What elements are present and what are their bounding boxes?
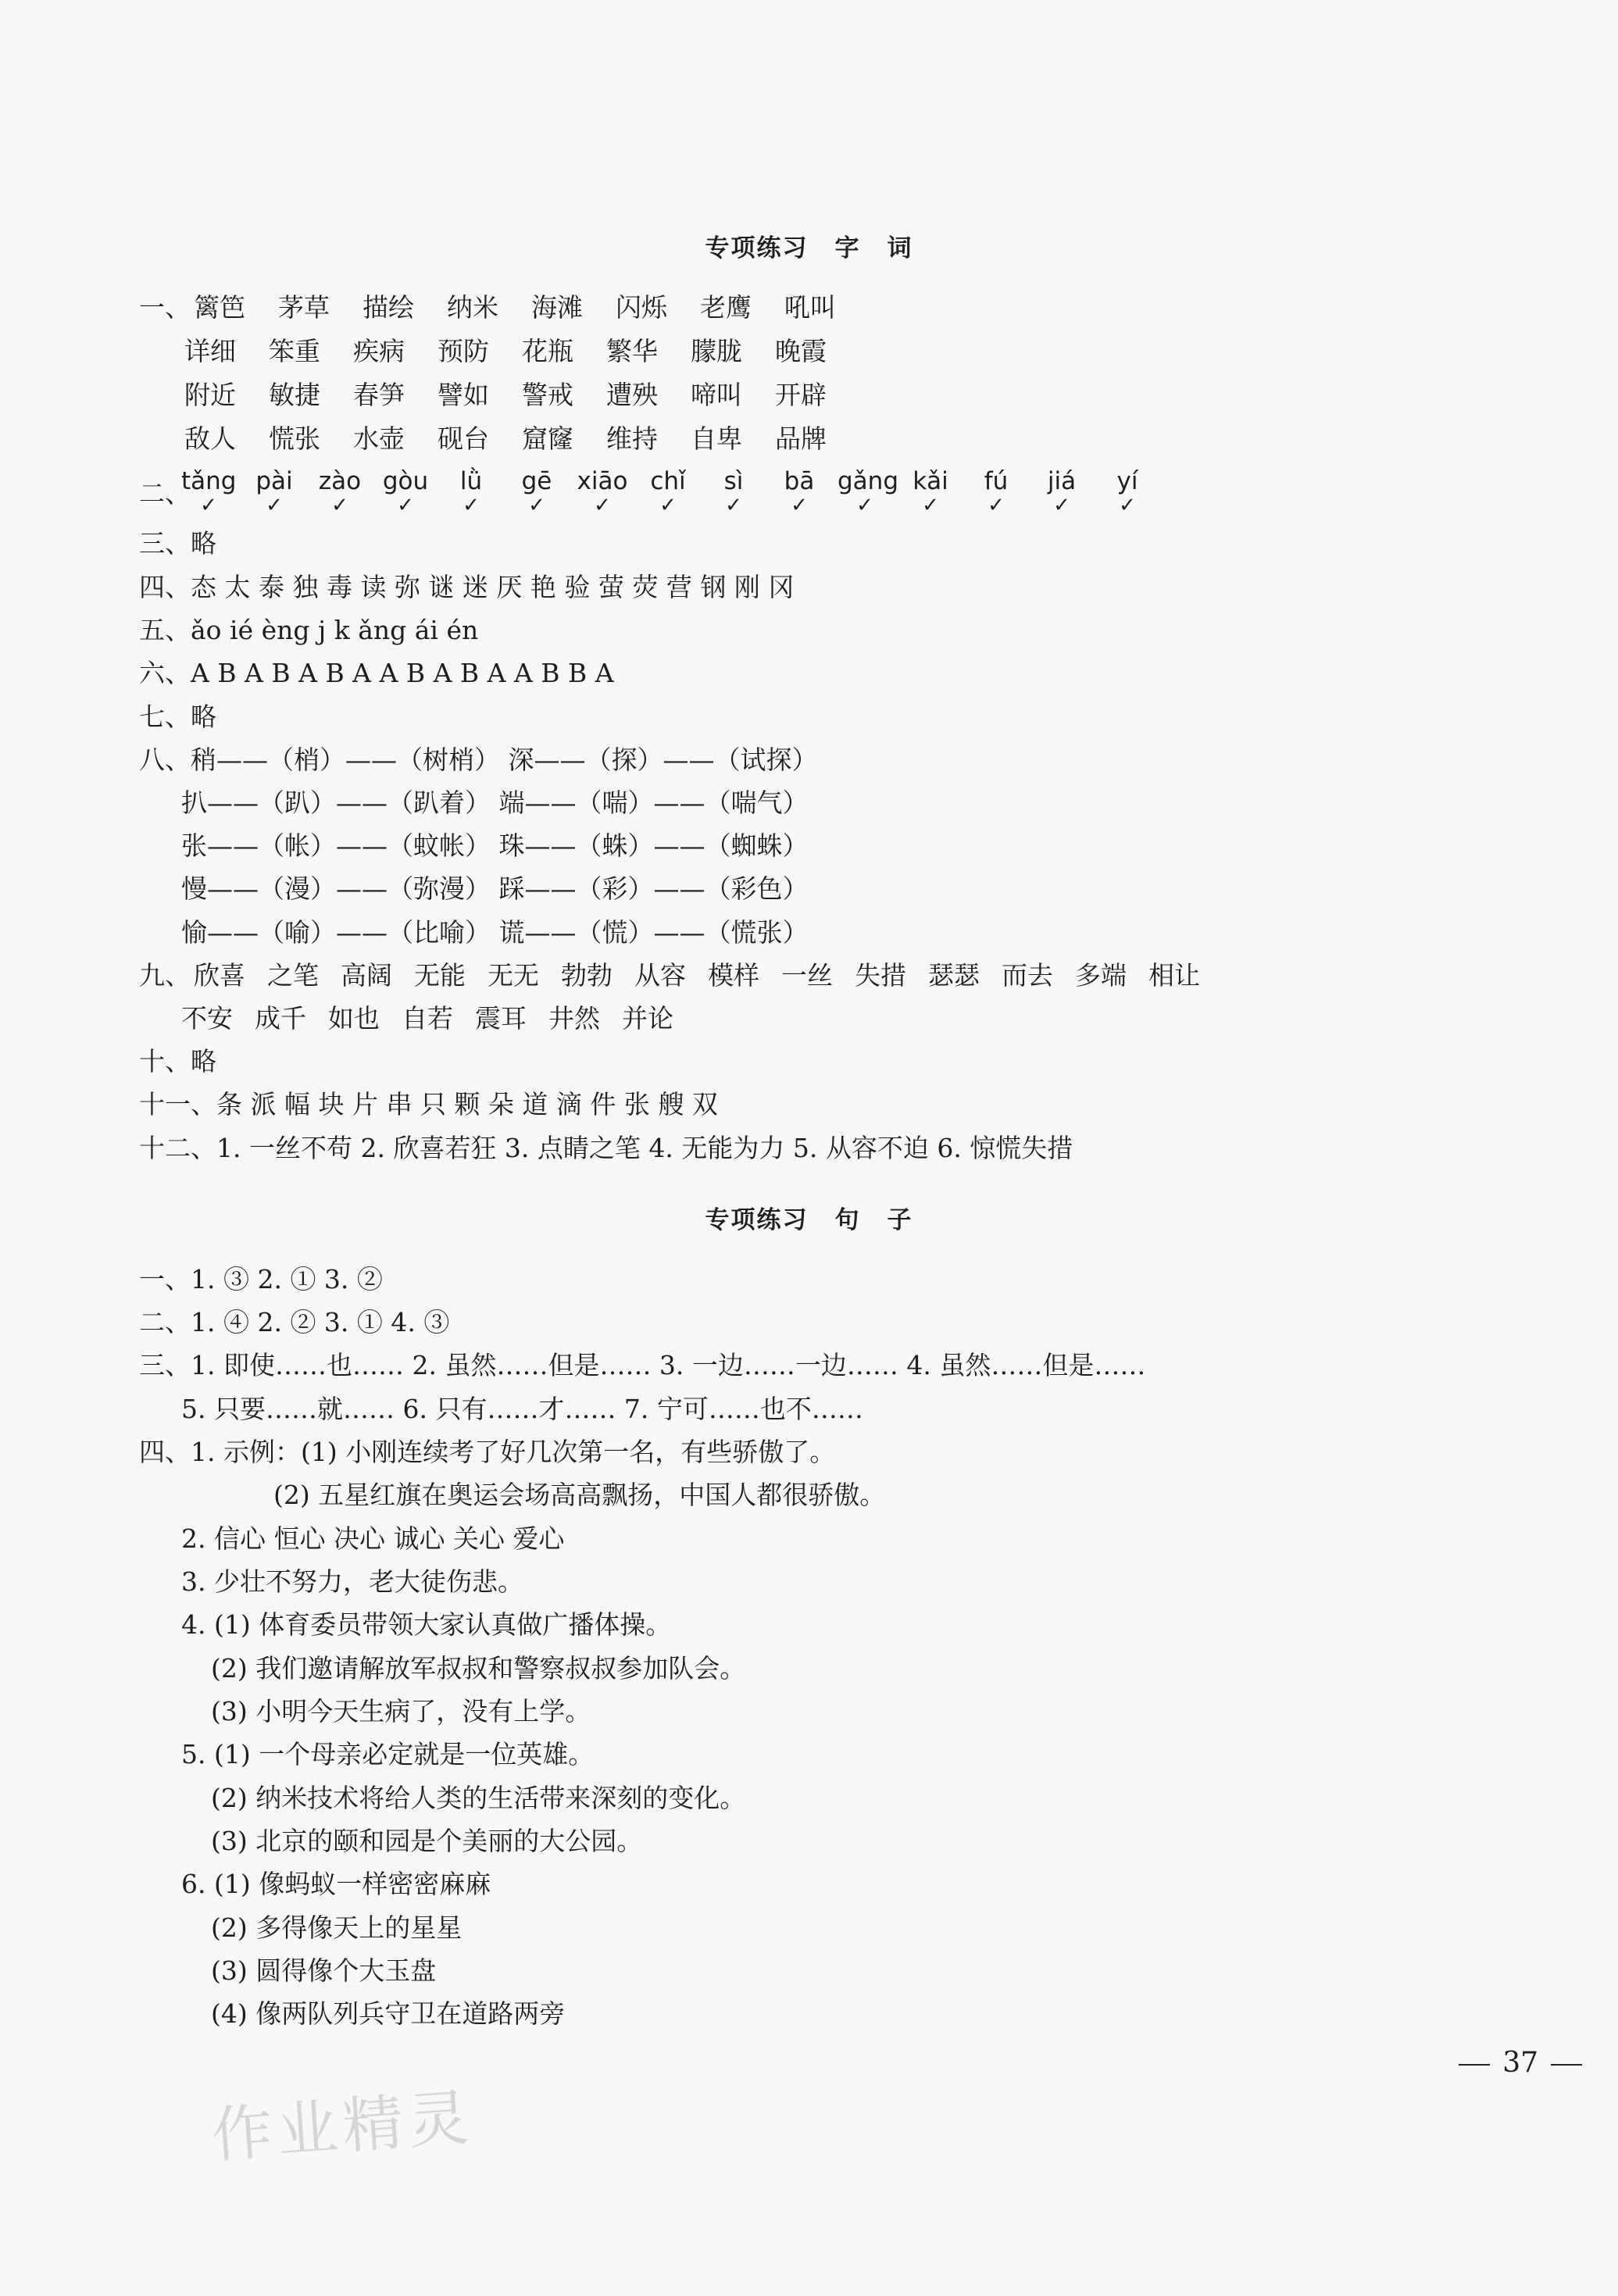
- pinyin-answer: [444, 467, 498, 517]
- jz-line-9: 4. (1) 体育委员带领大家认真做广播体操。: [181, 1609, 672, 1640]
- word: 品牌: [775, 423, 827, 454]
- word: 窟窿: [522, 423, 573, 454]
- section-title-ci: 专项练习 字 词: [705, 234, 913, 262]
- pinyin-answer: [378, 467, 433, 517]
- pinyin-answer: [706, 467, 761, 517]
- pinyin-answer: [903, 467, 958, 517]
- pinyin-text: gǎng: [838, 467, 898, 495]
- pinyin-answer: [772, 467, 827, 517]
- jz-line-11: (3) 小明今天生病了，没有上学。: [211, 1696, 591, 1726]
- word: 慌张: [269, 423, 320, 454]
- word: 繁华: [606, 336, 658, 366]
- check-icon: ✓: [200, 494, 217, 517]
- pinyin-answer: [509, 467, 564, 517]
- check-icon: ✓: [266, 494, 283, 517]
- word: 维持: [606, 423, 658, 454]
- jz-line-7: 2. 信心 恒心 决心 诚心 关心 爱心: [181, 1523, 565, 1554]
- pinyin-answer: [313, 467, 367, 517]
- pinyin-text: zào: [318, 467, 362, 495]
- pinyin-answer: [247, 467, 302, 517]
- word: 春笋: [353, 380, 405, 410]
- jz-line-12: 5. (1) 一个母亲必定就是一位英雄。: [181, 1739, 595, 1769]
- q9-row-1: 九、 欣喜 之笔 高阔 无能 无无 勃勃 从容 模样 一丝 失措 瑟瑟 而去 多端 相让: [139, 960, 1200, 991]
- q12-line: 十二、1. 一丝不苟 2. 欣喜若狂 3. 点睛之笔 4. 无能为力 5. 从容不迫 6. 惊慌失措: [139, 1133, 1073, 1163]
- section-title-juzi: 专项练习 句 子: [705, 1206, 913, 1234]
- jz-line-1: 一、1. ③ 2. ① 3. ②: [139, 1264, 383, 1294]
- q8-row-3: 张——（帐）——（蚊帐） 珠——（蛛）——（蜘蛛）: [181, 830, 809, 861]
- q1-row-2: [184, 336, 859, 367]
- jz-line-18: (4) 像两队列兵守卫在道路两旁: [211, 1998, 566, 2029]
- word: 疾病: [353, 336, 405, 366]
- jz-line-15: 6. (1) 像蚂蚁一样密密麻麻: [181, 1869, 491, 1899]
- q5-line: 五、ǎo ié èng j k ǎng ái én: [139, 615, 479, 645]
- word: 茅草: [278, 292, 330, 323]
- jz-line-6: (2) 五星红旗在奥运会场高高飘扬，中国人都很骄傲。: [273, 1480, 886, 1510]
- pinyin-answer: [181, 467, 237, 517]
- q1-row-4: [184, 423, 859, 455]
- word: 预防: [438, 336, 489, 366]
- word: 闪烁: [616, 292, 667, 323]
- jz-line-17: (3) 圆得像个大玉盘: [211, 1955, 437, 1986]
- word: 遭殃: [606, 380, 658, 410]
- check-icon: ✓: [988, 494, 1005, 517]
- word: 描绘: [363, 292, 414, 323]
- word: 老鹰: [700, 292, 752, 323]
- jz-line-13: (2) 纳米技术将给人类的生活带来深刻的变化。: [211, 1783, 746, 1813]
- pinyin-text: gòu: [382, 467, 429, 495]
- word: 啼叫: [691, 380, 742, 410]
- check-icon: ✓: [791, 494, 808, 517]
- word: 水壶: [353, 423, 405, 454]
- word: 晚霞: [775, 336, 827, 366]
- check-icon: ✓: [463, 494, 480, 517]
- jz-line-8: 3. 少壮不努力，老大徒伤悲。: [181, 1566, 523, 1597]
- word: 警戒: [522, 380, 573, 410]
- pinyin-answer: [641, 467, 695, 517]
- word: 花瓶: [522, 336, 573, 366]
- word: 吼叫: [784, 292, 836, 323]
- q7-line: 七、略: [139, 702, 216, 732]
- word: 纳米: [447, 292, 498, 323]
- pinyin-text: yí: [1116, 467, 1138, 495]
- word: 笨重: [269, 336, 320, 366]
- pinyin-answer: [969, 467, 1023, 517]
- jz-line-14: (3) 北京的颐和园是个美丽的大公园。: [211, 1826, 643, 1856]
- pinyin-text: jiá: [1047, 467, 1077, 495]
- pinyin-text: gē: [521, 467, 552, 495]
- word: 敌人: [184, 423, 236, 454]
- pinyin-text: fú: [984, 467, 1009, 495]
- pinyin-text: tǎng: [181, 467, 237, 495]
- word: 详细: [184, 336, 236, 366]
- check-icon: ✓: [856, 494, 873, 517]
- word: 开辟: [775, 380, 827, 410]
- word: 譬如: [438, 380, 489, 410]
- check-icon: ✓: [331, 494, 348, 517]
- q6-line: 六、A B A B A B A A B A B A A B B A: [139, 658, 614, 688]
- check-icon: ✓: [1119, 494, 1136, 517]
- word: 附近: [184, 380, 236, 410]
- q2-label: 二、: [139, 478, 191, 509]
- q8-row-5: 愉——（喻）——（比喻） 谎——（慌）——（慌张）: [181, 917, 809, 948]
- pinyin-text: chǐ: [650, 467, 686, 495]
- q4-line: 四、态 太 泰 独 毒 读 弥 谜 迷 厌 艳 验 萤 荧 营 钢 刚 冈: [139, 572, 795, 602]
- word: 自卑: [691, 423, 742, 454]
- pinyin-answer: [1100, 467, 1155, 517]
- q8-row-1: 八、稍——（梢）——（树梢） 深——（探）——（试探）: [139, 745, 818, 775]
- check-icon: ✓: [922, 494, 939, 517]
- page-number: 37: [1446, 2047, 1595, 2079]
- check-icon: ✓: [1053, 494, 1070, 517]
- watermark: 作业精灵: [209, 2083, 477, 2172]
- check-icon: ✓: [397, 494, 414, 517]
- q3-line: 三、略: [139, 528, 216, 559]
- jz-line-10: (2) 我们邀请解放军叔叔和警察叔叔参加队会。: [211, 1653, 746, 1684]
- jz-line-3: 三、1. 即使……也…… 2. 虽然……但是…… 3. 一边……一边…… 4. 虽然……但是……: [139, 1350, 1146, 1380]
- jz-line-4: 5. 只要……就…… 6. 只有……才…… 7. 宁可……也不……: [181, 1394, 863, 1424]
- pinyin-text: lǜ: [459, 467, 483, 495]
- q8-row-2: 扒——（趴）——（趴着） 端——（喘）——（喘气）: [181, 787, 809, 818]
- q9-row-2: 不安 成千 如也 自若 震耳 井然 并论: [181, 1003, 673, 1034]
- pinyin-text: xiāo: [577, 467, 628, 495]
- check-icon: ✓: [528, 494, 545, 517]
- word: 海滩: [531, 292, 583, 323]
- check-icon: ✓: [594, 494, 611, 517]
- check-icon: ✓: [725, 494, 742, 517]
- word: 砚台: [438, 423, 489, 454]
- q1-row-1: 一、 篱笆 茅草 描绘 纳米 海滩 闪烁 老鹰 吼叫: [139, 292, 869, 323]
- pinyin-answer: [838, 467, 898, 517]
- jz-line-5: 四、1. 示例：(1) 小刚连续考了好几次第一名，有些骄傲了。: [139, 1437, 836, 1467]
- q1-row-3: [184, 380, 859, 411]
- word: 朦胧: [691, 336, 742, 366]
- pinyin-answer: [575, 467, 630, 517]
- pinyin-answer: [1034, 467, 1089, 517]
- pinyin-text: pài: [255, 467, 293, 495]
- check-icon: ✓: [659, 494, 677, 517]
- word: 篱笆: [194, 292, 245, 323]
- jz-line-2: 二、1. ④ 2. ② 3. ① 4. ③: [139, 1307, 450, 1337]
- word: 敏捷: [269, 380, 320, 410]
- pinyin-text: bā: [784, 467, 815, 495]
- q8-row-4: 慢——（漫）——（弥漫） 踩——（彩）——（彩色）: [181, 873, 809, 904]
- pinyin-text: kǎi: [913, 467, 948, 495]
- jz-line-16: (2) 多得像天上的星星: [211, 1912, 463, 1943]
- q11-line: 十一、条 派 幅 块 片 串 只 颗 朵 道 滴 件 张 艘 双: [139, 1089, 718, 1119]
- pinyin-text: sì: [723, 467, 744, 495]
- q10-line: 十、略: [139, 1046, 216, 1077]
